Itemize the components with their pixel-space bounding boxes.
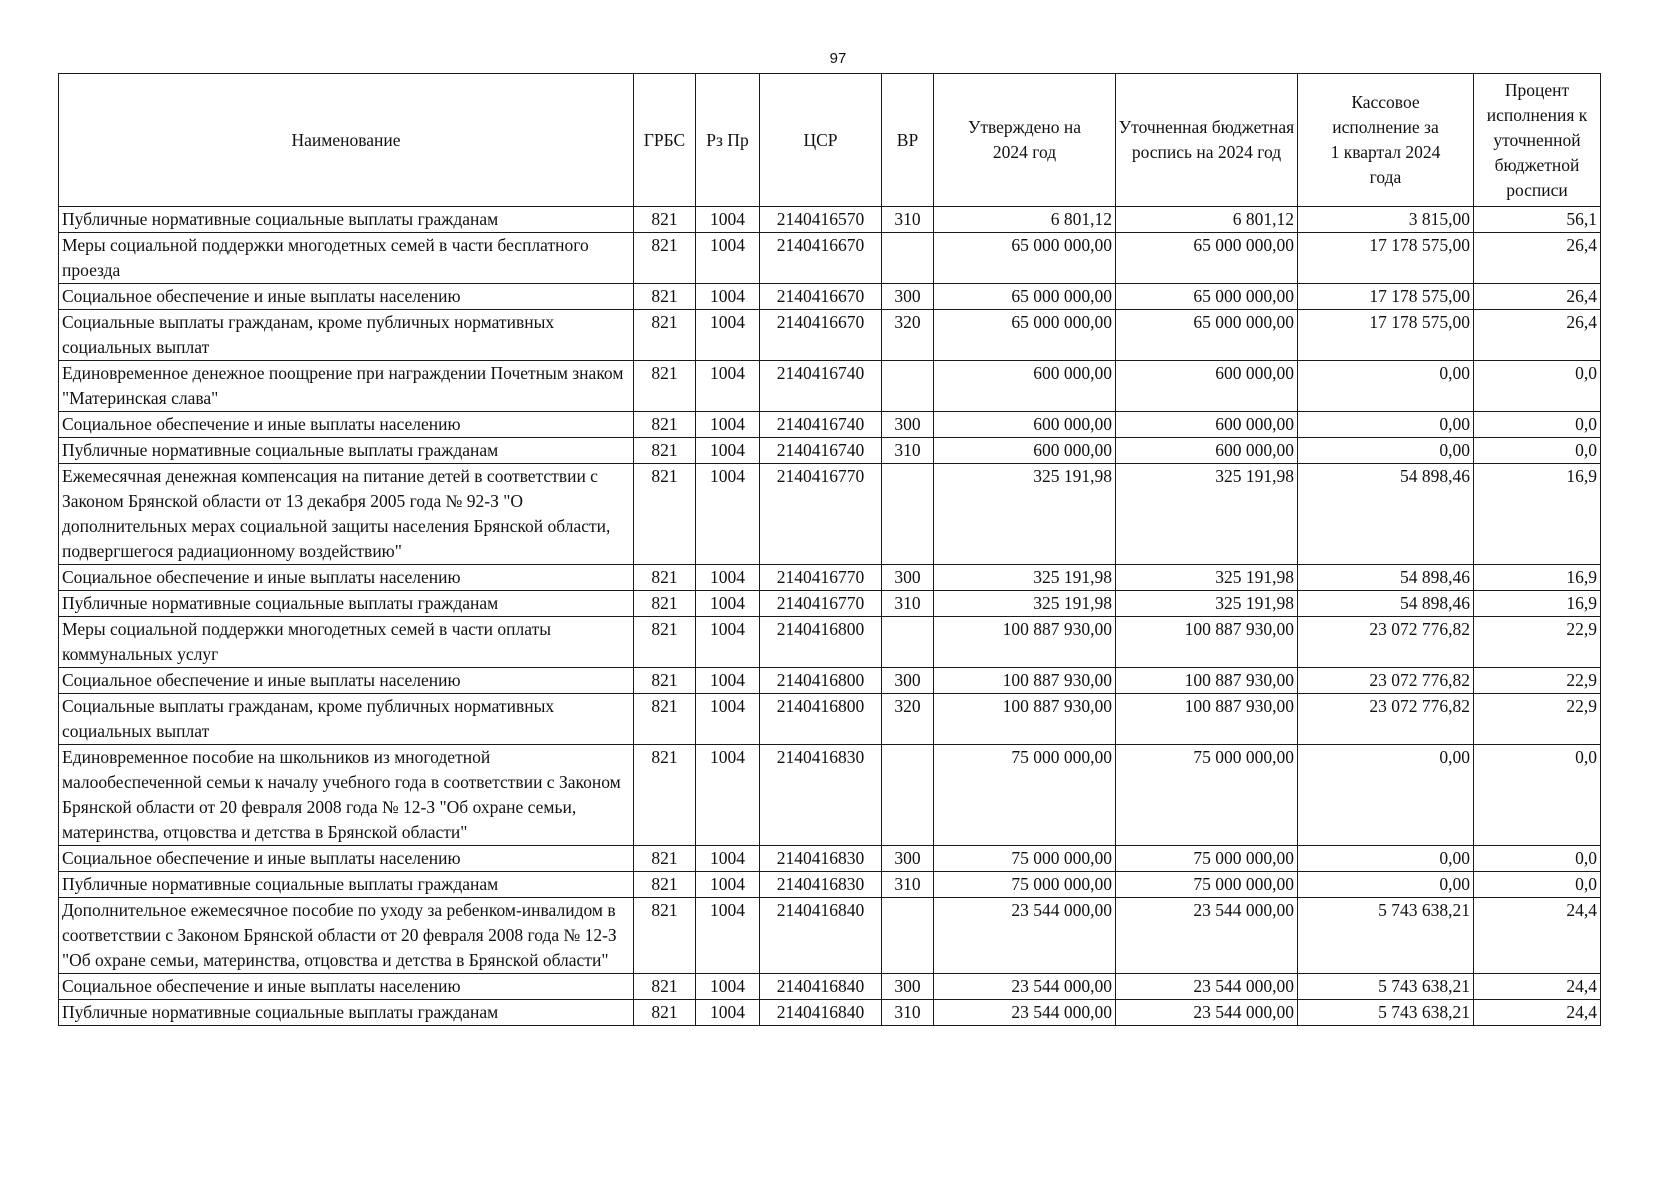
table-row <box>59 1000 1601 1026</box>
cell-grbs: 821 <box>634 565 696 591</box>
cell-rzpr: 1004 <box>696 464 760 565</box>
cell-vr: 310 <box>882 872 934 898</box>
table-body <box>59 207 1601 1026</box>
table-row <box>59 361 1601 412</box>
cell-grbs: 821 <box>634 438 696 464</box>
cell-vr: 310 <box>882 1000 934 1026</box>
cell-grbs: 821 <box>634 361 696 412</box>
cell-csr: 2140416840 <box>760 1000 882 1026</box>
header-grbs: ГРБС <box>634 74 696 207</box>
cell-csr: 2140416670 <box>760 233 882 284</box>
cell-name: Дополнительное ежемесячное пособие по уходу за ребенком-инвалидом в соответствии с Законом Брянской области от 20 февраля 2008 года № 12-З "Об охране семьи, материнства, отцовства и детства в Брянской области" <box>59 898 634 974</box>
cell-cash: 54 898,46 <box>1298 591 1474 617</box>
cell-csr: 2140416740 <box>760 412 882 438</box>
cell-name: Социальное обеспечение и иные выплаты населению <box>59 974 634 1000</box>
table-row <box>59 974 1601 1000</box>
cell-approved: 600 000,00 <box>934 438 1116 464</box>
cell-percent: 0,0 <box>1474 438 1601 464</box>
cell-cash: 0,00 <box>1298 438 1474 464</box>
cell-csr: 2140416840 <box>760 898 882 974</box>
cell-name: Социальные выплаты гражданам, кроме публичных нормативных социальных выплат <box>59 310 634 361</box>
cell-name: Ежемесячная денежная компенсация на питание детей в соответствии с Законом Брянской области от 13 декабря 2005 года № 92-З "О дополнительных мерах социальной защиты населения Брянской области, подвергшегося радиационному воздействию" <box>59 464 634 565</box>
table-row <box>59 284 1601 310</box>
cell-approved: 23 544 000,00 <box>934 1000 1116 1026</box>
cell-csr: 2140416830 <box>760 872 882 898</box>
table-row <box>59 617 1601 668</box>
table-row <box>59 872 1601 898</box>
cell-percent: 22,9 <box>1474 617 1601 668</box>
cell-vr: 300 <box>882 412 934 438</box>
table-row <box>59 745 1601 846</box>
header-name: Наименование <box>59 74 634 207</box>
cell-percent: 0,0 <box>1474 745 1601 846</box>
cell-name: Социальное обеспечение и иные выплаты населению <box>59 412 634 438</box>
cell-approved: 65 000 000,00 <box>934 310 1116 361</box>
cell-rzpr: 1004 <box>696 591 760 617</box>
cell-percent: 26,4 <box>1474 310 1601 361</box>
cell-refined: 100 887 930,00 <box>1116 617 1298 668</box>
cell-vr: 310 <box>882 438 934 464</box>
cell-grbs: 821 <box>634 898 696 974</box>
cell-cash: 5 743 638,21 <box>1298 1000 1474 1026</box>
cell-name: Социальные выплаты гражданам, кроме публичных нормативных социальных выплат <box>59 694 634 745</box>
cell-rzpr: 1004 <box>696 617 760 668</box>
header-refined: Уточненная бюджетная роспись на 2024 год <box>1116 74 1298 207</box>
cell-refined: 100 887 930,00 <box>1116 694 1298 745</box>
cell-refined: 600 000,00 <box>1116 361 1298 412</box>
cell-percent: 16,9 <box>1474 565 1601 591</box>
cell-vr: 320 <box>882 310 934 361</box>
cell-name: Публичные нормативные социальные выплаты гражданам <box>59 872 634 898</box>
cell-grbs: 821 <box>634 1000 696 1026</box>
cell-csr: 2140416570 <box>760 207 882 233</box>
cell-rzpr: 1004 <box>696 898 760 974</box>
table-row <box>59 591 1601 617</box>
cell-grbs: 821 <box>634 974 696 1000</box>
cell-vr <box>882 745 934 846</box>
cell-csr: 2140416800 <box>760 694 882 745</box>
cell-approved: 325 191,98 <box>934 565 1116 591</box>
cell-rzpr: 1004 <box>696 1000 760 1026</box>
cell-cash: 54 898,46 <box>1298 464 1474 565</box>
cell-csr: 2140416770 <box>760 591 882 617</box>
cell-csr: 2140416740 <box>760 438 882 464</box>
cell-rzpr: 1004 <box>696 207 760 233</box>
cell-vr: 320 <box>882 694 934 745</box>
header-vr: ВР <box>882 74 934 207</box>
cell-rzpr: 1004 <box>696 233 760 284</box>
cell-percent: 0,0 <box>1474 412 1601 438</box>
cell-grbs: 821 <box>634 207 696 233</box>
cell-vr <box>882 361 934 412</box>
cell-grbs: 821 <box>634 284 696 310</box>
cell-refined: 600 000,00 <box>1116 412 1298 438</box>
cell-cash: 0,00 <box>1298 412 1474 438</box>
cell-csr: 2140416740 <box>760 361 882 412</box>
cell-approved: 75 000 000,00 <box>934 872 1116 898</box>
cell-approved: 600 000,00 <box>934 361 1116 412</box>
table-row <box>59 233 1601 284</box>
cell-vr <box>882 617 934 668</box>
cell-grbs: 821 <box>634 668 696 694</box>
cell-cash: 17 178 575,00 <box>1298 284 1474 310</box>
cell-approved: 75 000 000,00 <box>934 745 1116 846</box>
cell-percent: 0,0 <box>1474 361 1601 412</box>
cell-grbs: 821 <box>634 872 696 898</box>
cell-rzpr: 1004 <box>696 745 760 846</box>
cell-approved: 325 191,98 <box>934 464 1116 565</box>
header-csr: ЦСР <box>760 74 882 207</box>
cell-cash: 0,00 <box>1298 872 1474 898</box>
cell-vr: 300 <box>882 846 934 872</box>
cell-percent: 56,1 <box>1474 207 1601 233</box>
header-cash: Кассовое исполнение за 1 квартал 2024 года <box>1298 74 1474 207</box>
table-row <box>59 846 1601 872</box>
cell-grbs: 821 <box>634 745 696 846</box>
cell-vr: 300 <box>882 284 934 310</box>
cell-refined: 600 000,00 <box>1116 438 1298 464</box>
cell-vr <box>882 464 934 565</box>
table-row <box>59 464 1601 565</box>
cell-name: Социальное обеспечение и иные выплаты населению <box>59 284 634 310</box>
cell-approved: 100 887 930,00 <box>934 694 1116 745</box>
cell-rzpr: 1004 <box>696 872 760 898</box>
table-row <box>59 207 1601 233</box>
cell-vr: 300 <box>882 565 934 591</box>
cell-name: Социальное обеспечение и иные выплаты населению <box>59 565 634 591</box>
cell-refined: 65 000 000,00 <box>1116 233 1298 284</box>
cell-name: Меры социальной поддержки многодетных семей в части бесплатного проезда <box>59 233 634 284</box>
cell-approved: 23 544 000,00 <box>934 974 1116 1000</box>
cell-percent: 26,4 <box>1474 233 1601 284</box>
cell-vr: 300 <box>882 668 934 694</box>
cell-percent: 16,9 <box>1474 464 1601 565</box>
cell-rzpr: 1004 <box>696 310 760 361</box>
cell-csr: 2140416770 <box>760 464 882 565</box>
cell-cash: 23 072 776,82 <box>1298 694 1474 745</box>
cell-percent: 0,0 <box>1474 872 1601 898</box>
cell-cash: 3 815,00 <box>1298 207 1474 233</box>
cell-refined: 65 000 000,00 <box>1116 284 1298 310</box>
cell-csr: 2140416670 <box>760 310 882 361</box>
cell-grbs: 821 <box>634 617 696 668</box>
cell-percent: 16,9 <box>1474 591 1601 617</box>
header-rzpr: Рз Пр <box>696 74 760 207</box>
cell-approved: 325 191,98 <box>934 591 1116 617</box>
cell-cash: 5 743 638,21 <box>1298 974 1474 1000</box>
cell-percent: 24,4 <box>1474 1000 1601 1026</box>
cell-name: Публичные нормативные социальные выплаты гражданам <box>59 438 634 464</box>
cell-csr: 2140416770 <box>760 565 882 591</box>
cell-name: Публичные нормативные социальные выплаты гражданам <box>59 207 634 233</box>
cell-name: Публичные нормативные социальные выплаты гражданам <box>59 591 634 617</box>
cell-approved: 100 887 930,00 <box>934 668 1116 694</box>
cell-refined: 75 000 000,00 <box>1116 846 1298 872</box>
table-row <box>59 668 1601 694</box>
table-row <box>59 898 1601 974</box>
cell-name: Меры социальной поддержки многодетных семей в части оплаты коммунальных услуг <box>59 617 634 668</box>
cell-rzpr: 1004 <box>696 361 760 412</box>
cell-name: Публичные нормативные социальные выплаты гражданам <box>59 1000 634 1026</box>
cell-vr: 310 <box>882 207 934 233</box>
cell-refined: 23 544 000,00 <box>1116 898 1298 974</box>
budget-table <box>58 73 1601 1026</box>
cell-csr: 2140416800 <box>760 617 882 668</box>
cell-vr <box>882 233 934 284</box>
cell-cash: 5 743 638,21 <box>1298 898 1474 974</box>
header-approved: Утверждено на 2024 год <box>934 74 1116 207</box>
cell-rzpr: 1004 <box>696 438 760 464</box>
cell-cash: 0,00 <box>1298 846 1474 872</box>
cell-refined: 65 000 000,00 <box>1116 310 1298 361</box>
cell-grbs: 821 <box>634 412 696 438</box>
cell-rzpr: 1004 <box>696 668 760 694</box>
cell-refined: 100 887 930,00 <box>1116 668 1298 694</box>
cell-approved: 23 544 000,00 <box>934 898 1116 974</box>
cell-rzpr: 1004 <box>696 694 760 745</box>
cell-rzpr: 1004 <box>696 284 760 310</box>
table-row <box>59 412 1601 438</box>
table-row <box>59 565 1601 591</box>
page-number: 97 <box>829 50 847 67</box>
cell-grbs: 821 <box>634 694 696 745</box>
cell-percent: 22,9 <box>1474 668 1601 694</box>
cell-rzpr: 1004 <box>696 412 760 438</box>
cell-name: Единовременное пособие на школьников из многодетной малообеспеченной семьи к началу учебного года в соответствии с Законом Брянской области от 20 февраля 2008 года № 12-З "Об охране семьи, материнства, отцовства и детства в Брянской области" <box>59 745 634 846</box>
cell-cash: 17 178 575,00 <box>1298 310 1474 361</box>
cell-refined: 23 544 000,00 <box>1116 974 1298 1000</box>
cell-csr: 2140416800 <box>760 668 882 694</box>
cell-vr: 310 <box>882 591 934 617</box>
cell-refined: 325 191,98 <box>1116 591 1298 617</box>
cell-grbs: 821 <box>634 464 696 565</box>
cell-csr: 2140416830 <box>760 745 882 846</box>
cell-refined: 325 191,98 <box>1116 565 1298 591</box>
cell-approved: 100 887 930,00 <box>934 617 1116 668</box>
cell-approved: 6 801,12 <box>934 207 1116 233</box>
cell-cash: 0,00 <box>1298 745 1474 846</box>
cell-percent: 0,0 <box>1474 846 1601 872</box>
cell-grbs: 821 <box>634 846 696 872</box>
cell-grbs: 821 <box>634 310 696 361</box>
cell-cash: 17 178 575,00 <box>1298 233 1474 284</box>
header-row <box>59 74 1601 207</box>
cell-cash: 0,00 <box>1298 361 1474 412</box>
table-row <box>59 310 1601 361</box>
cell-cash: 23 072 776,82 <box>1298 668 1474 694</box>
cell-refined: 6 801,12 <box>1116 207 1298 233</box>
cell-percent: 24,4 <box>1474 974 1601 1000</box>
cell-refined: 75 000 000,00 <box>1116 745 1298 846</box>
cell-approved: 75 000 000,00 <box>934 846 1116 872</box>
cell-approved: 65 000 000,00 <box>934 233 1116 284</box>
cell-cash: 54 898,46 <box>1298 565 1474 591</box>
table-row <box>59 438 1601 464</box>
cell-cash: 23 072 776,82 <box>1298 617 1474 668</box>
cell-refined: 325 191,98 <box>1116 464 1298 565</box>
cell-percent: 26,4 <box>1474 284 1601 310</box>
cell-csr: 2140416830 <box>760 846 882 872</box>
cell-rzpr: 1004 <box>696 974 760 1000</box>
cell-csr: 2140416840 <box>760 974 882 1000</box>
cell-grbs: 821 <box>634 233 696 284</box>
cell-csr: 2140416670 <box>760 284 882 310</box>
cell-rzpr: 1004 <box>696 846 760 872</box>
cell-approved: 600 000,00 <box>934 412 1116 438</box>
cell-percent: 24,4 <box>1474 898 1601 974</box>
cell-refined: 75 000 000,00 <box>1116 872 1298 898</box>
cell-name: Единовременное денежное поощрение при награждении Почетным знаком "Материнская слава" <box>59 361 634 412</box>
cell-rzpr: 1004 <box>696 565 760 591</box>
cell-vr: 300 <box>882 974 934 1000</box>
cell-grbs: 821 <box>634 591 696 617</box>
cell-approved: 65 000 000,00 <box>934 284 1116 310</box>
cell-name: Социальное обеспечение и иные выплаты населению <box>59 668 634 694</box>
cell-name: Социальное обеспечение и иные выплаты населению <box>59 846 634 872</box>
cell-refined: 23 544 000,00 <box>1116 1000 1298 1026</box>
table-row <box>59 694 1601 745</box>
cell-vr <box>882 898 934 974</box>
header-percent: Процент исполнения к уточненной бюджетной росписи <box>1474 74 1601 207</box>
cell-percent: 22,9 <box>1474 694 1601 745</box>
